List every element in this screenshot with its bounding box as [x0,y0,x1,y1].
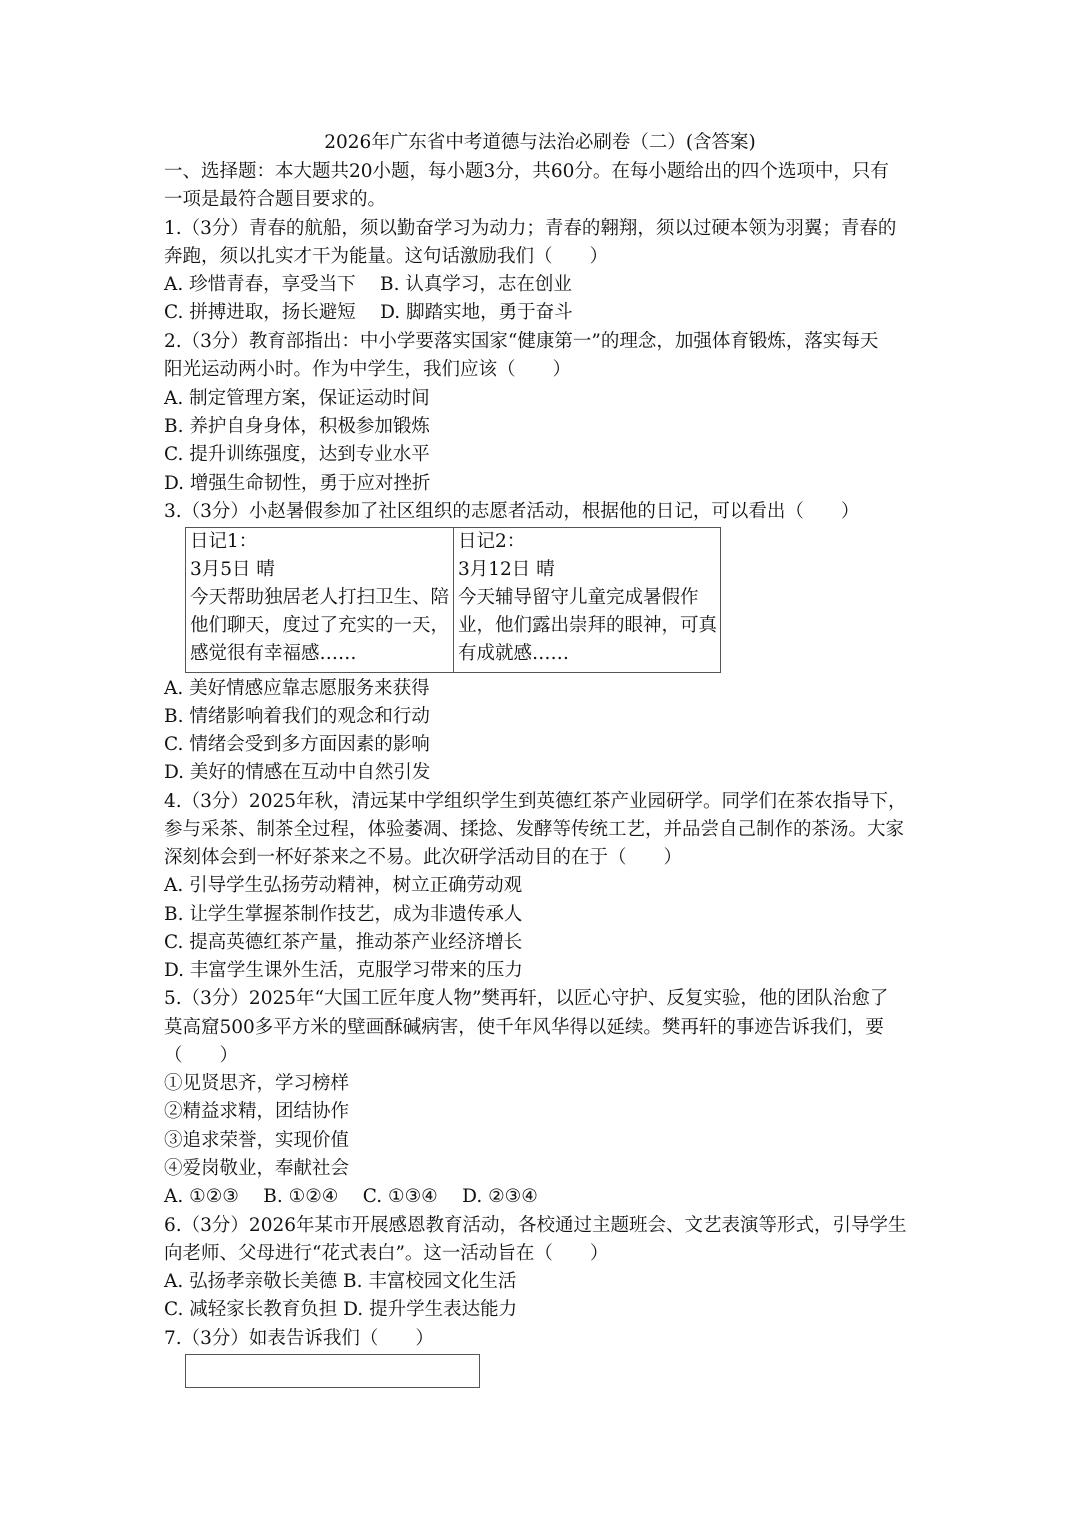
q4-stem-line-2: 参与采茶、制茶全过程，体验萎凋、揉捻、发酵等传统工艺，并品尝自己制作的茶汤。大家 [164,819,905,840]
q1-stem-line-1: 1.（3分）青春的航船，须以勤奋学习为动力；青春的翱翔，须以过硬本领为羽翼；青春的 [164,218,897,239]
diary-2-heading: 日记2： [458,531,526,552]
q4-option-c: C. 提高英德红茶产量，推动茶产业经济增长 [164,932,523,953]
diary-2-text-line-1: 今天辅导留守儿童完成暑假作 [458,587,699,608]
q6-options-cd: C. 减轻家长教育负担 D. 提升学生表达能力 [164,1299,518,1320]
q5-statement-1: ①见贤思齐，学习榜样 [164,1073,350,1094]
q2-option-a: A. 制定管理方案，保证运动时间 [164,388,430,409]
q3-option-a: A. 美好情感应靠志愿服务来获得 [164,678,430,699]
diary-2-text-line-3: 有成就感…… [458,643,570,664]
section-header-line-2: 一项是最符合题目要求的。 [164,189,387,210]
q4-stem-line-1: 4.（3分）2025年秋，清远某中学组织学生到英德红茶产业园研学。同学们在茶农指导下， [164,791,907,812]
q6-stem-line-1: 6.（3分）2026年某市开展感恩教育活动，各校通过主题班会、文艺表演等形式，引导学生 [164,1215,907,1236]
q6-options-ab: A. 弘扬孝亲敬长美德 B. 丰富校园文化生活 [164,1271,517,1292]
diary-2-cell [453,528,720,672]
diary-2-text-line-2: 业，他们露出崇拜的眼神，可真 [458,615,718,636]
q5-options: A. ①②③ B. ①②④ C. ①③④ D. ②③④ [164,1186,538,1207]
q5-stem-line-1: 5.（3分）2025年“大国工匠年度人物”樊再轩，以匠心守护、反复实验，他的团队治愈了 [164,988,889,1009]
q3-stem-line-1: 3.（3分）小赵暑假参加了社区组织的志愿者活动，根据他的日记，可以看出（ ） [164,501,860,522]
diary-1-cell [186,528,453,672]
q5-stem-line-2: 莫高窟500多平方米的壁画酥碱病害，使千年风华得以延续。樊再轩的事迹告诉我们，要 [164,1017,884,1038]
q2-option-b: B. 养护自身身体，积极参加锻炼 [164,416,430,437]
diary-table [185,527,721,673]
q3-option-c: C. 情绪会受到多方面因素的影响 [164,734,430,755]
q1-options-ab: A. 珍惜青春，享受当下 B. 认真学习，志在创业 [164,274,572,295]
q2-stem-line-2: 阳光运动两小时。作为中学生，我们应该（ ） [164,359,572,380]
q7-table [185,1354,480,1388]
q4-option-d: D. 丰富学生课外生活，克服学习带来的压力 [164,960,523,981]
q5-statement-4: ④爱岗敬业，奉献社会 [164,1158,350,1179]
q2-stem-line-1: 2.（3分）教育部指出：中小学要落实国家“健康第一”的理念，加强体育锻炼，落实每天 [164,331,879,352]
q7-stem-line-1: 7.（3分）如表告诉我们（ ） [164,1328,434,1349]
q4-option-a: A. 引导学生弘扬劳动精神，树立正确劳动观 [164,875,523,896]
diary-2-date: 3月12日 晴 [458,559,555,580]
section-header-line-1: 一、选择题：本大题共20小题，每小题3分，共60分。在每小题给出的四个选项中，只有 [164,161,889,182]
diary-1-text-line-3: 感觉很有幸福感…… [190,643,357,664]
q5-statement-3: ③追求荣誉，实现价值 [164,1130,350,1151]
q4-option-b: B. 让学生掌握茶制作技艺，成为非遗传承人 [164,904,523,925]
diary-1-date: 3月5日 晴 [190,559,275,580]
q1-stem-line-2: 奔跑，须以扎实才干为能量。这句话激励我们（ ） [164,246,609,267]
diary-1-text-line-2: 他们聊天，度过了充实的一天， [190,615,450,636]
q2-option-d: D. 增强生命韧性，勇于应对挫折 [164,473,431,494]
q3-option-d: D. 美好的情感在互动中自然引发 [164,762,431,783]
page-title: 2026年广东省中考道德与法治必刷卷（二）(含答案) [324,132,756,153]
q2-option-c: C. 提升训练强度，达到专业水平 [164,444,430,465]
q5-stem-line-3: （ ） [164,1045,239,1066]
diary-1-text-line-1: 今天帮助独居老人打扫卫生、陪 [190,587,450,608]
q4-stem-line-3: 深刻体会到一杯好茶来之不易。此次研学活动目的在于（ ） [164,847,683,868]
q3-option-b: B. 情绪影响着我们的观念和行动 [164,706,430,727]
q1-options-cd: C. 拼搏进取，扬长避短 D. 脚踏实地，勇于奋斗 [164,302,573,323]
diary-1-heading: 日记1： [190,531,258,552]
q6-stem-line-2: 向老师、父母进行“花式表白”。这一活动旨在（ ） [164,1243,609,1264]
q5-statement-2: ②精益求精，团结协作 [164,1101,350,1122]
